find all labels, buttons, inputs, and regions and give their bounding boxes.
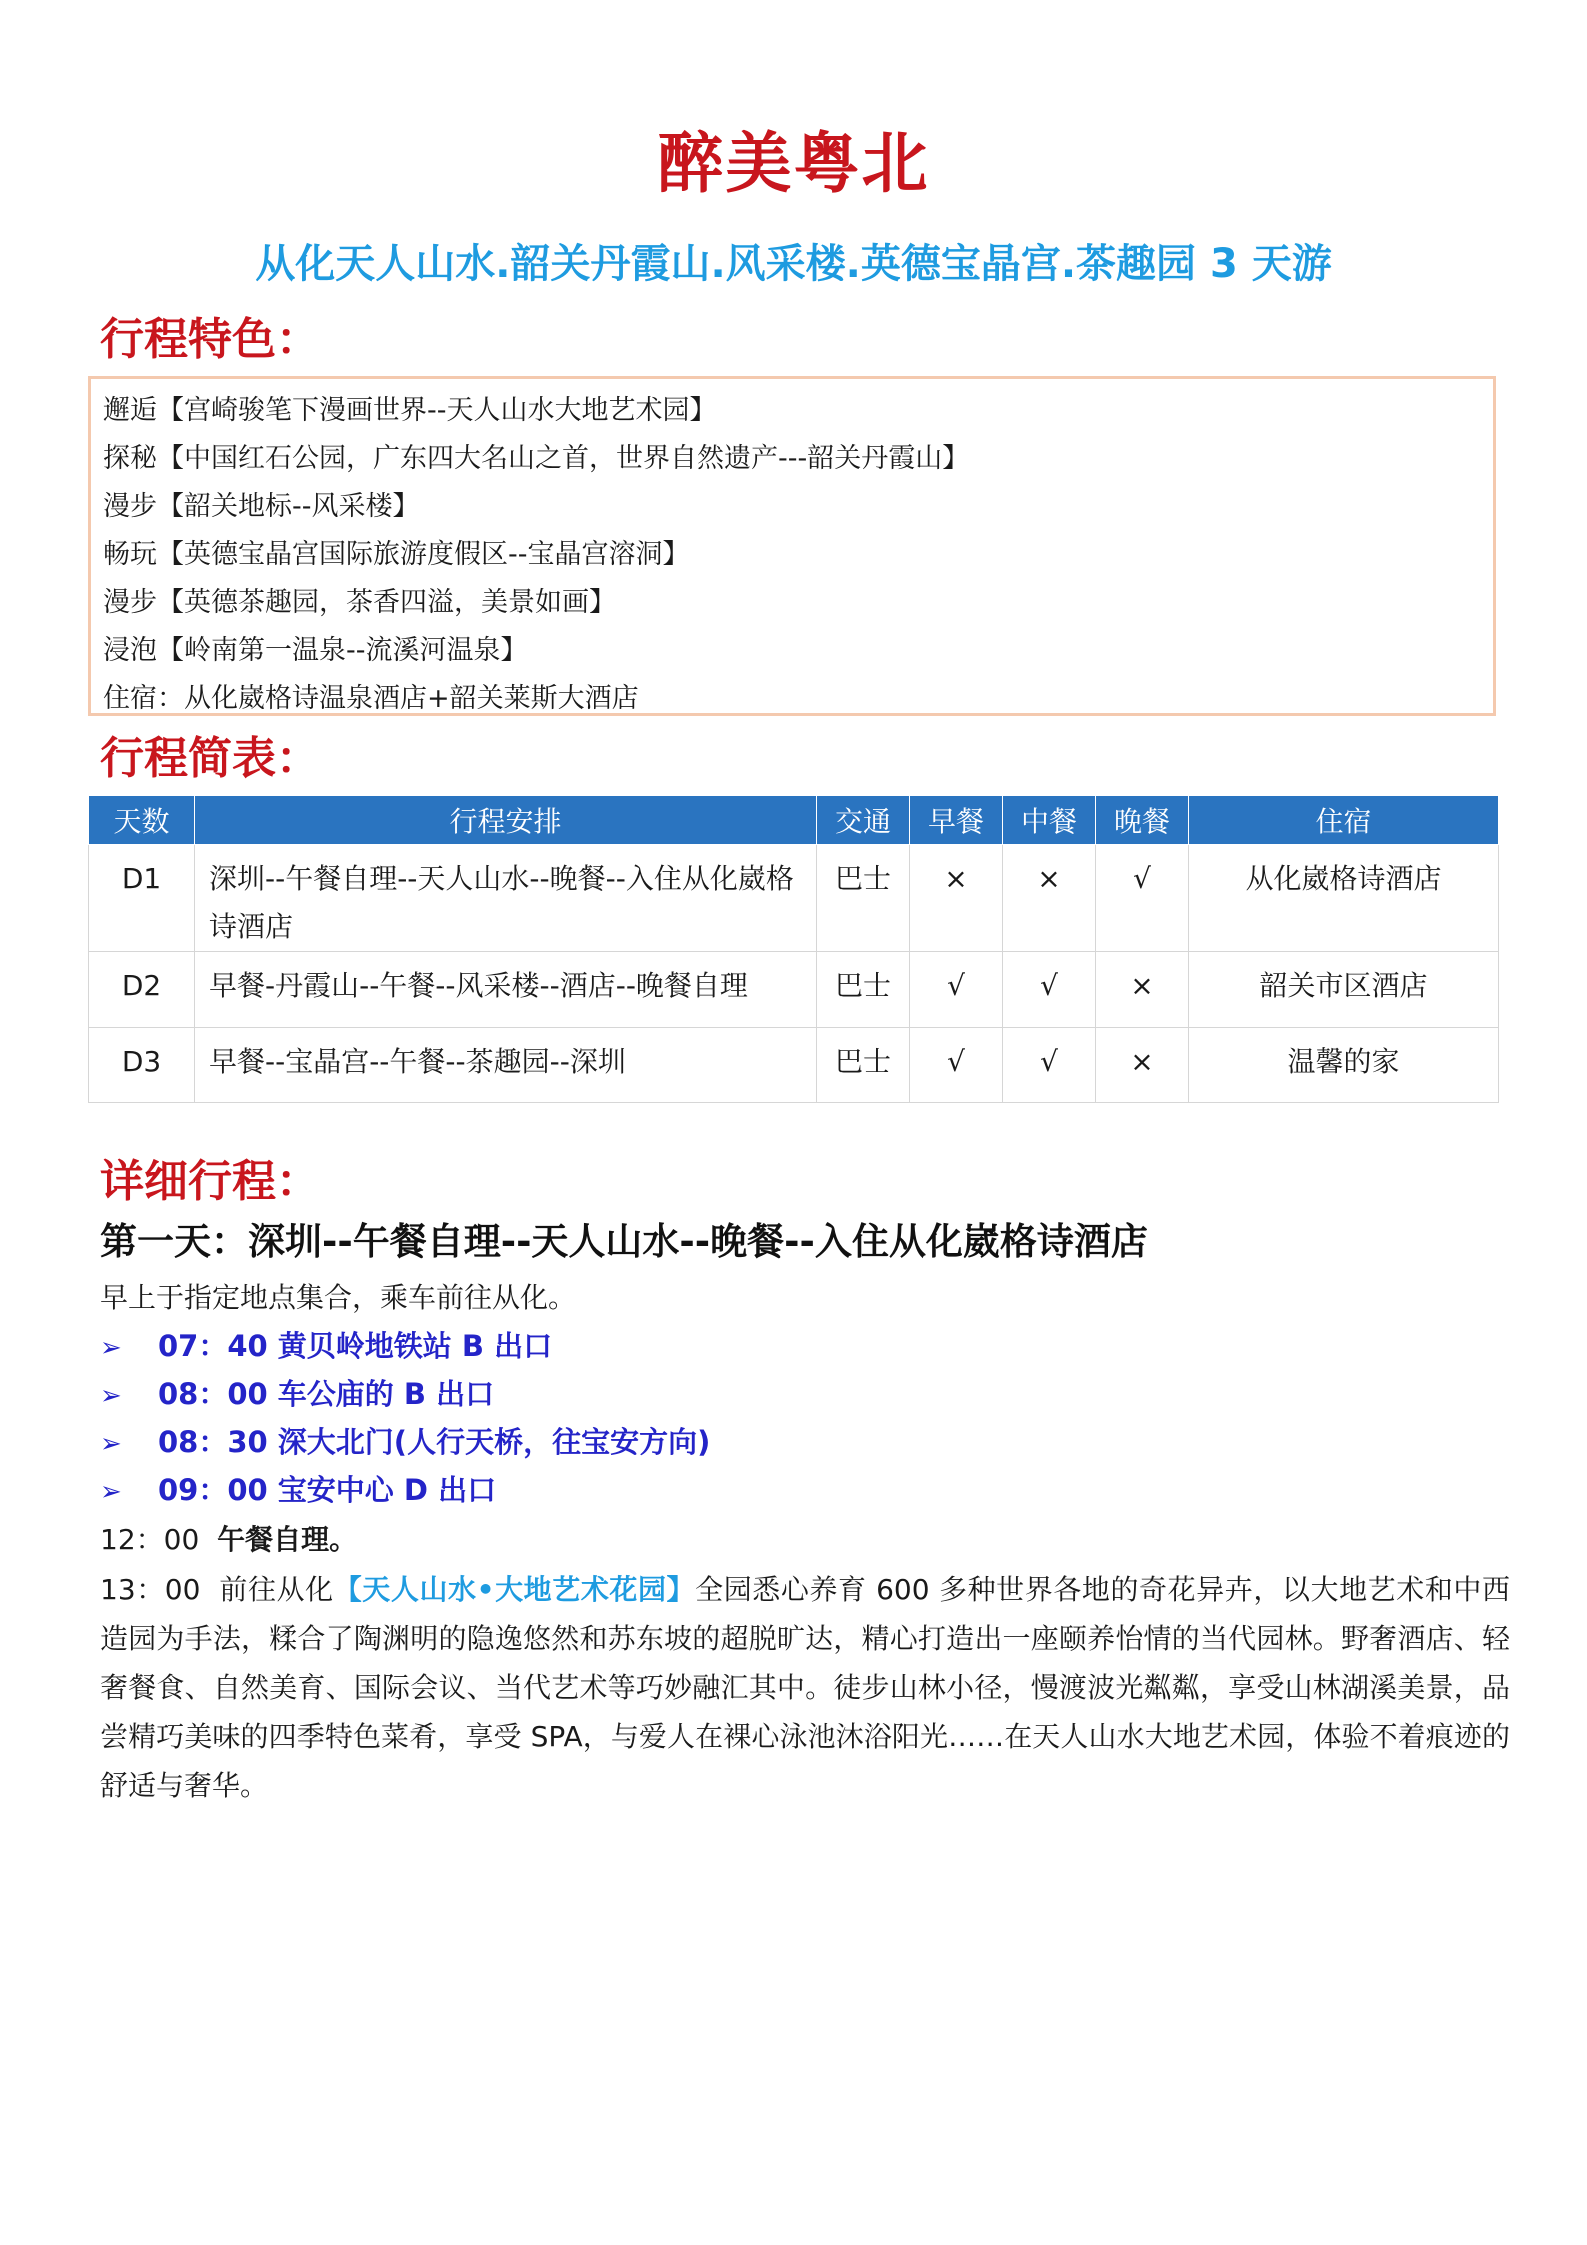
features-heading: 行程特色： <box>100 314 320 365</box>
arrow-bullet-icon: ➢ <box>100 1429 122 1459</box>
arrow-bullet-icon: ➢ <box>100 1477 122 1507</box>
feature-line: 漫步【韶关地标--风采楼】 <box>103 491 420 522</box>
column-header-lunch: 中餐 <box>1003 796 1096 845</box>
pickup-point <box>100 1370 494 1420</box>
afternoon-body: 全园悉心养育 600 多种世界各地的奇花异卉，以大地艺术和中西造园为手法，糅合了陶渊明的隐逸悠然和苏东坡的超脱旷达，精心打造出一座颐养怡情的当代园林。野奢酒店、轻奢餐食、自然美育、国际会议、当代艺术等巧妙融汇其中。徒步山林小径，慢渡波光粼粼，享受山林湖溪美景，品尝精巧美味的四季特色菜肴，享受 SPA，与爱人在裸心泳池沐浴阳光……在天人山水大地艺术园，体验不着痕迹的舒适与奢华。 <box>100 1573 1510 1802</box>
column-header-lodging: 住宿 <box>1189 796 1499 845</box>
features-box <box>88 376 1496 716</box>
page-title: 醉美粤北 <box>657 125 930 202</box>
column-header-breakfast: 早餐 <box>910 796 1003 845</box>
cell-lodging: 韶关市区酒店 <box>1189 952 1499 1028</box>
pickup-text: 08：00 车公庙的 B 出口 <box>158 1377 495 1411</box>
feature-line: 邂逅【宫崎骏笔下漫画世界--天人山水大地艺术园】 <box>103 395 717 426</box>
cell-transport: 巴士 <box>817 845 910 952</box>
cell-breakfast: × <box>910 845 1003 952</box>
afternoon-paragraph <box>100 1565 1510 1810</box>
pickup-text: 09：00 宝安中心 D 出口 <box>158 1473 497 1507</box>
column-header-transport: 交通 <box>817 796 910 845</box>
cell-lunch: √ <box>1003 952 1096 1028</box>
pickup-text: 08：30 深大北门(人行天桥，往宝安方向) <box>158 1425 711 1459</box>
cell-breakfast: √ <box>910 1028 1003 1103</box>
cell-lunch: √ <box>1003 1028 1096 1103</box>
table-row <box>89 952 1499 1028</box>
feature-line: 浸泡【岭南第一温泉--流溪河温泉】 <box>103 635 528 666</box>
feature-line: 漫步【英德茶趣园，茶香四溢，美景如画】 <box>103 587 616 618</box>
cell-dinner: × <box>1096 952 1189 1028</box>
table-header-row <box>89 796 1499 845</box>
lunch-text: 午餐自理。 <box>217 1523 358 1556</box>
day-one-title: 第一天：深圳--午餐自理--天人山水--晚餐--入住从化崴格诗酒店 <box>100 1220 1148 1263</box>
pickup-point <box>100 1466 496 1516</box>
cell-lunch: × <box>1003 845 1096 952</box>
cell-day: D3 <box>89 1028 195 1103</box>
detail-heading: 详细行程： <box>100 1156 320 1207</box>
feature-line: 畅玩【英德宝晶宫国际旅游度假区--宝晶宫溶洞】 <box>103 539 690 570</box>
cell-route: 深圳--午餐自理--天人山水--晚餐--入住从化崴格诗酒店 <box>195 845 817 952</box>
cell-day: D1 <box>89 845 195 952</box>
arrow-bullet-icon: ➢ <box>100 1333 122 1363</box>
lunch-time: 12：00 <box>100 1523 200 1556</box>
feature-line: 探秘【中国红石公园，广东四大名山之首，世界自然遗产---韶关丹霞山】 <box>103 443 970 474</box>
column-header-dinner: 晚餐 <box>1096 796 1189 845</box>
page-subtitle: 从化天人山水.韶关丹霞山.风采楼.英德宝晶宫.茶趣园 3 天游 <box>255 241 1332 287</box>
cell-dinner: × <box>1096 1028 1189 1103</box>
itinerary-table <box>88 795 1499 1103</box>
cell-lodging: 温馨的家 <box>1189 1028 1499 1103</box>
pickup-text: 07：40 黄贝岭地铁站 B 出口 <box>158 1329 553 1363</box>
cell-route: 早餐--宝晶宫--午餐--茶趣园--深圳 <box>195 1028 817 1103</box>
arrow-bullet-icon: ➢ <box>100 1381 122 1411</box>
feature-line: 住宿：从化崴格诗温泉酒店+韶关莱斯大酒店 <box>103 683 639 714</box>
cell-transport: 巴士 <box>817 1028 910 1103</box>
afternoon-prefix: 前往从化 <box>219 1573 334 1606</box>
table-row <box>89 1028 1499 1103</box>
cell-route: 早餐-丹霞山--午餐--风采楼--酒店--晚餐自理 <box>195 952 817 1028</box>
brief-heading: 行程简表： <box>100 733 320 784</box>
day-one-intro: 早上于指定地点集合，乘车前往从化。 <box>100 1281 577 1314</box>
column-header-day: 天数 <box>89 796 195 845</box>
cell-day: D2 <box>89 952 195 1028</box>
afternoon-time: 13：00 <box>100 1573 201 1606</box>
table-row <box>89 845 1499 952</box>
lunch-line <box>100 1516 357 1564</box>
column-header-route: 行程安排 <box>195 796 817 845</box>
cell-dinner: √ <box>1096 845 1189 952</box>
cell-breakfast: √ <box>910 952 1003 1028</box>
cell-lodging: 从化崴格诗酒店 <box>1189 845 1499 952</box>
pickup-point <box>100 1418 710 1468</box>
cell-transport: 巴士 <box>817 952 910 1028</box>
pickup-point <box>100 1322 552 1372</box>
attraction-highlight: 【天人山水•大地艺术花园】 <box>333 1573 696 1606</box>
